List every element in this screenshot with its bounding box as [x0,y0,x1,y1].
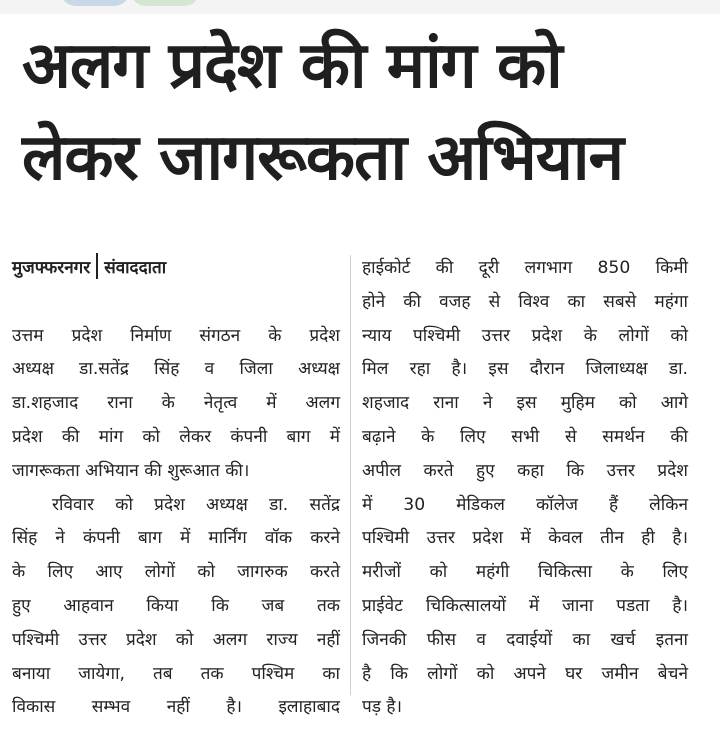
body-line: बनाया जायेगा, तब तक पश्चिम का [12,663,340,684]
body-line: होने की वजह से विश्व का सबसे महंगा [362,291,688,312]
headline-line-2: लेकर जागरूकता अभियान [22,121,623,195]
left-column [12,252,340,725]
body-line: न्याय पश्चिमी उत्तर प्रदेश के लोगों को [362,325,688,346]
body-line: पश्चिमी उत्तर प्रदेश को अलग राज्य नहीं [12,629,340,650]
right-column [362,252,688,725]
body-line: प्राईवेट चिकित्सालयों में जाना पडता है। [362,595,688,616]
body-line: प्रदेश की मांग को लेकर कंपनी बाग में [12,426,340,447]
body-line: अध्यक्ष डा.सतेंद्र सिंह व जिला अध्यक्ष [12,359,340,380]
headline [22,20,702,204]
body-line: पड़ है। [362,697,403,718]
top-edge-strip [0,0,720,14]
body-line: बढ़ाने के लिए सभी से समर्थन की [362,426,688,447]
body-line: मिल रहा है। इस दौरान जिलाध्यक्ष डा. [362,359,688,380]
body-line: में 30 मेडिकल कॉलेज हैं लेकिन [362,494,688,515]
dateline-place: मुजफ्फरनगर [12,258,91,278]
body-line: डा.शहजाद राना के नेतृत्व में अलग [12,393,340,414]
decorative-shape [60,0,130,6]
body-line: शहजाद राना ने इस मुहिम को आगे [362,393,688,414]
column-divider [350,255,351,695]
headline-line-1: अलग प्रदेश की मांग को [22,29,562,103]
body-line: पश्चिमी उत्तर प्रदेश में केवल तीन ही है। [362,528,688,549]
body-line: जिनकी फीस व दवाईयों का खर्च इतना [362,629,688,650]
body-line: है कि लोगों को अपने घर जमीन बेचने [362,663,688,684]
body-line: हाईकोर्ट की दूरी लगभाग 850 किमी [362,258,688,278]
body-line: जागरूकता अभियान की शुरूआत की। [12,460,250,481]
body-line: उत्तम प्रदेश निर्माण संगठन के प्रदेश [12,325,340,346]
dateline [12,252,340,286]
body-line: हुए आहवान किया कि जब तक [12,595,340,616]
body-line: के लिए आए लोगों को जागरुक करते [12,562,340,583]
body-line: विकास सम्भव नहीं है। इलाहाबाद [12,697,340,718]
body-line: अपील करते हुए कहा कि उत्तर प्रदेश [362,460,688,481]
dateline-source: संवाददाता [104,258,167,278]
body-line: मरीजों को महंगी चिकित्सा के लिए [362,562,688,583]
body-line: रविवार को प्रदेश अध्यक्ष डा. सतेंद्र [52,494,340,515]
dateline-separator [96,253,98,279]
decorative-shape [130,0,200,6]
paragraph-gap [12,286,340,320]
body-line: सिंह ने कंपनी बाग में मार्निंग वॉक करने [12,528,340,549]
